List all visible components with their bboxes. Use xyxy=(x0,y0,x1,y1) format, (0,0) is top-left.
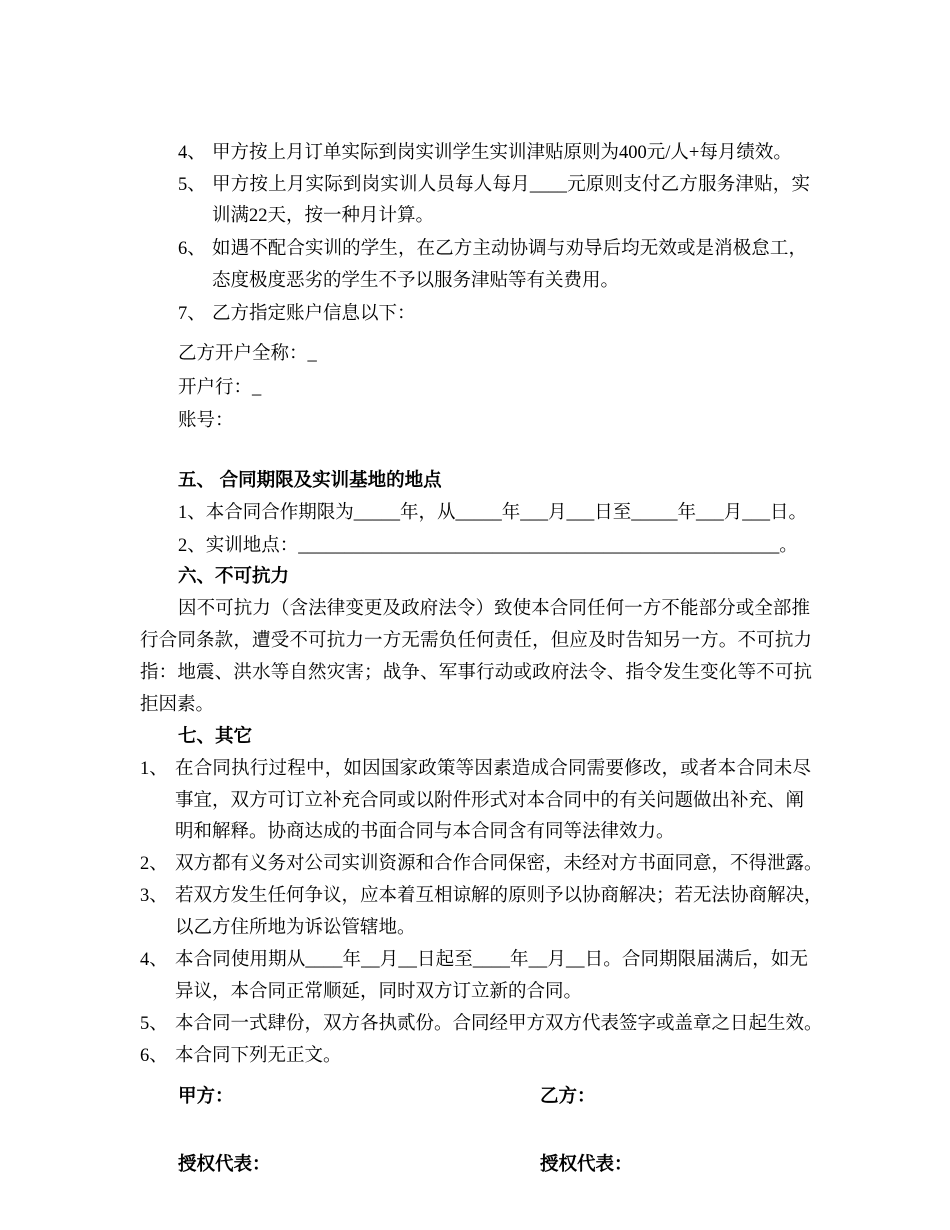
item-text: 本合同一式肆份，双方各执贰份。合同经甲方双方代表签字或盖章之日起生效。 xyxy=(175,1014,823,1034)
section-heading: 七、其它 xyxy=(178,727,253,747)
item-text: 事宜，双方可订立补充合同或以附件形式对本合同中的有关问题做出补充、阐 xyxy=(175,791,805,811)
item-text: 以乙方住所地为诉讼管辖地。 xyxy=(175,918,416,938)
section-heading: 五、 合同期限及实训基地的地点 xyxy=(178,471,442,491)
item-number: 5、 xyxy=(178,175,206,195)
item-text: 训满22天，按一种月计算。 xyxy=(212,206,435,226)
item-number: 4、 xyxy=(178,143,206,163)
item-number: 2、 xyxy=(140,854,168,874)
item-text: 甲方按上月订单实际到岗实训学生实训津贴原则为400元/人+每月绩效。 xyxy=(212,143,792,163)
item-text: 本合同使用期从____年__月__日起至____年__月__日。合同期限届满后，如无 xyxy=(175,950,808,970)
item-number: 6、 xyxy=(140,1046,168,1066)
training-location-line: 2、实训地点：____________________________________________________。 xyxy=(178,536,798,556)
item-number: 3、 xyxy=(140,886,168,906)
party-b-label: 乙方： xyxy=(540,1087,596,1107)
item-text: 若双方发生任何争议，应本着互相谅解的原则予以协商解决；若无法协商解决， xyxy=(175,886,823,906)
item-text: 如遇不配合实训的学生，在乙方主动协调与劝导后均无效或是消极怠工， xyxy=(212,239,807,259)
item-text: 甲方按上月实际到岗实训人员每人每月____元原则支付乙方服务津贴，实 xyxy=(212,175,810,195)
party-a-label: 甲方： xyxy=(178,1087,234,1107)
item-text: 在合同执行过程中，如因国家政策等因素造成合同需要修改，或者本合同未尽 xyxy=(175,759,811,779)
paragraph-line: 行合同条款，遭受不可抗力一方无需负任何责任，但应及时告知另一方。不可抗力 xyxy=(140,631,812,651)
item-text: 乙方指定账户信息以下： xyxy=(212,304,416,324)
account-name-field: 乙方开户全称：_ xyxy=(178,344,317,364)
item-number: 7、 xyxy=(178,304,206,324)
item-text: 异议，本合同正常顺延，同时双方订立新的合同。 xyxy=(175,982,583,1002)
paragraph-line: 因不可抗力（含法律变更及政府法令）致使本合同任何一方不能部分或全部推 xyxy=(178,599,810,619)
paragraph-line: 拒因素。 xyxy=(140,695,215,715)
item-text: 态度极度恶劣的学生不予以服务津贴等有关费用。 xyxy=(212,271,620,291)
party-b-representative-label: 授权代表： xyxy=(540,1155,633,1175)
item-text: 本合同下列无正文。 xyxy=(175,1046,342,1066)
section-heading: 六、不可抗力 xyxy=(178,567,290,587)
item-number: 4、 xyxy=(140,950,168,970)
item-text: 双方都有义务对公司实训资源和合作合同保密，未经对方书面同意，不得泄露。 xyxy=(175,854,823,874)
contract-term-line: 1、本合同合作期限为_____年，从_____年___月___日至_____年___月___日。 xyxy=(178,503,808,523)
paragraph-line: 指：地震、洪水等自然灾害；战争、军事行动或政府法令、指令发生变化等不可抗 xyxy=(140,663,812,683)
account-number-field: 账号： xyxy=(178,411,234,431)
item-text: 明和解释。协商达成的书面合同与本合同含有同等法律效力。 xyxy=(175,822,675,842)
item-number: 6、 xyxy=(178,239,206,259)
item-number: 1、 xyxy=(140,759,168,779)
account-bank-field: 开户行：_ xyxy=(178,378,262,398)
party-a-representative-label: 授权代表： xyxy=(178,1155,271,1175)
item-number: 5、 xyxy=(140,1014,168,1034)
